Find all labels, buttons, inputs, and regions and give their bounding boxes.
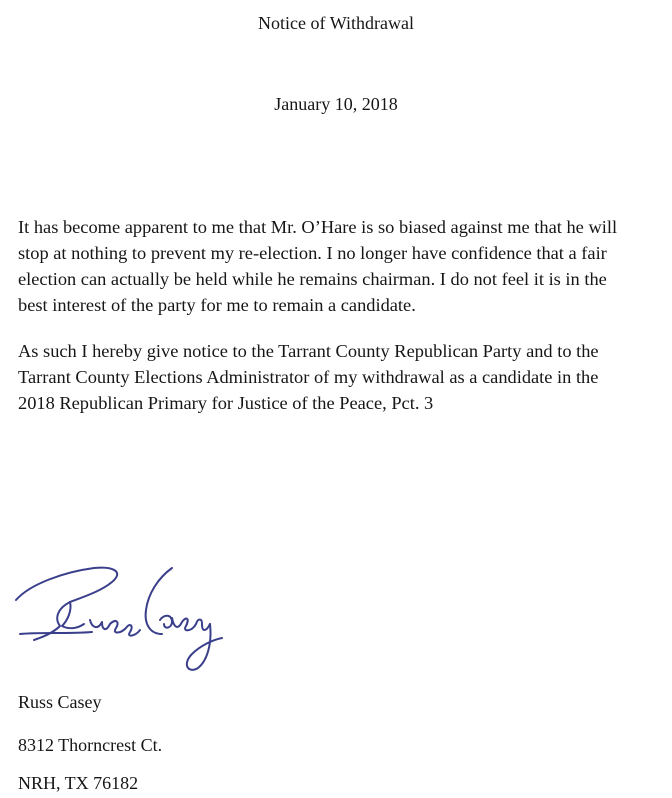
body-paragraph-1: It has become apparent to me that Mr. O’Hare is so biased against me that he will stop at nothing to prevent my re-election. I no longer have confidence that a fair election can actually be held while he remains chairman. I do not feel it is in the best interest of the party for me to remain a candidate. xyxy=(18,217,618,315)
letter-title: Notice of Withdrawal xyxy=(258,13,414,33)
signature-drawing xyxy=(12,538,242,678)
letter-date: January 10, 2018 xyxy=(274,94,398,114)
sender-street-address: 8312 Thorncrest Ct. xyxy=(18,735,163,755)
sender-name: Russ Casey xyxy=(18,692,102,712)
handwritten-signature xyxy=(12,538,242,678)
sender-city-state-zip: NRH, TX 76182 xyxy=(18,773,139,793)
body-paragraph-2: As such I hereby give notice to the Tarrant County Republican Party and to the Tarrant County Elections Administrator of my withdrawal as a candidate in the 2018 Republican Primary for Justice of the Peace, Pct. 3 xyxy=(18,341,599,413)
